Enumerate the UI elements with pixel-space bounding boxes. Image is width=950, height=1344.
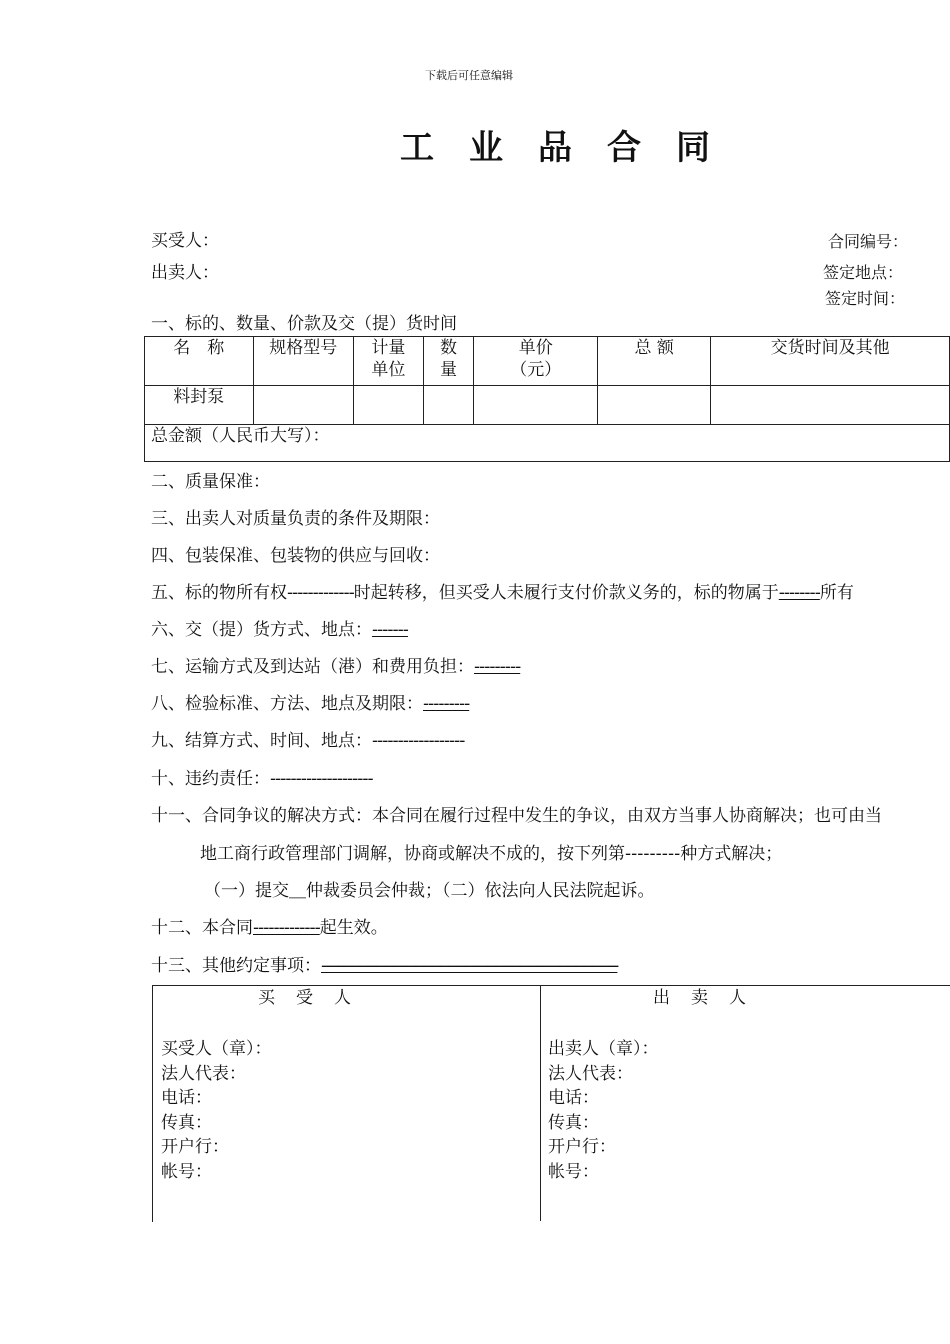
buyer-label: 买受人： [151, 231, 219, 251]
cell-name: 料封泵 [145, 386, 254, 425]
buyer-column-title: 买 受 人 [258, 988, 353, 1008]
seller-signature-fields [548, 1037, 659, 1185]
buyer-phone-label: 电话： [161, 1088, 212, 1109]
clause-7: 七、运输方式及到达站（港）和费用负担：--------- [151, 657, 521, 677]
seller-label: 出卖人： [151, 263, 219, 283]
total-amount-label: 总金额（人民币大写）： [145, 425, 950, 462]
buyer-bank-label: 开户行： [161, 1137, 229, 1158]
signature-divider [540, 985, 541, 1221]
sign-place-label: 签定地点： [823, 263, 904, 282]
cell-qty [423, 386, 474, 425]
document-title: 工业品合同 [400, 128, 745, 168]
clause-10: 十、违约责任：-------------------- [151, 769, 373, 789]
buyer-seal-label: 买受人（章）： [161, 1039, 272, 1059]
header-note: 下载后可任意编辑 [425, 69, 513, 82]
header-unit: 计量 单位 [354, 337, 424, 386]
cell-delivery [711, 386, 950, 425]
clause-5: 五、标的物所有权-------------时起转移，但买受人未履行支付价款义务的，标的物属于--------所有 [151, 583, 854, 603]
header-delivery: 交货时间及其他 [711, 337, 950, 386]
seller-phone-label: 电话： [548, 1088, 599, 1109]
table-row [145, 386, 950, 425]
cell-unit [354, 386, 424, 425]
cell-total [597, 386, 710, 425]
clause-11-line1: 十一、合同争议的解决方式：本合同在履行过程中发生的争议，由双方当事人协商解决；也可由当 [151, 806, 882, 826]
contract-no-label: 合同编号： [828, 232, 909, 251]
header-total: 总 额 [597, 337, 710, 386]
header-price: 单价 （元） [474, 337, 598, 386]
clause-4: 四、包装保准、包装物的供应与回收： [151, 546, 440, 566]
goods-table [144, 336, 950, 462]
seller-fax-label: 传真： [548, 1112, 599, 1133]
seller-legal-rep-label: 法人代表： [548, 1063, 633, 1084]
buyer-legal-rep-label: 法人代表： [161, 1063, 246, 1084]
seller-account-label: 帐号： [548, 1161, 599, 1182]
section1-heading: 一、标的、数量、价款及交（提）货时间 [151, 314, 457, 334]
cell-spec [253, 386, 353, 425]
seller-seal-label: 出卖人（章）： [548, 1039, 659, 1059]
clause-9: 九、结算方式、时间、地点：------------------ [151, 731, 465, 751]
buyer-account-label: 帐号： [161, 1161, 212, 1182]
seller-bank-label: 开户行： [548, 1137, 616, 1158]
buyer-signature-fields [161, 1037, 272, 1185]
seller-column-title: 出 卖 人 [653, 988, 748, 1008]
header-name: 名 称 [145, 337, 254, 386]
clause-11-line2: 地工商行政管理部门调解，协商或解决不成的，按下列第---------种方式解决； [200, 844, 783, 864]
cell-price [474, 386, 598, 425]
clause-2: 二、质量保准： [151, 472, 270, 492]
buyer-fax-label: 传真： [161, 1112, 212, 1133]
clause-6: 六、交（提）货方式、地点：------- [151, 620, 408, 640]
header-spec: 规格型号 [253, 337, 353, 386]
clause-3: 三、出卖人对质量负责的条件及期限： [151, 509, 440, 529]
header-qty: 数 量 [423, 337, 474, 386]
clause-8: 八、检验标准、方法、地点及期限：--------- [151, 694, 470, 714]
clause-12: 十二、本合同-------------起生效。 [151, 918, 388, 938]
clause-13: 十三、其他约定事项：---------------------------------------------------------------------- [151, 956, 618, 976]
sign-time-label: 签定时间： [825, 289, 906, 308]
clause-11-line3: （一）提交＿仲裁委员会仲裁；（二）依法向人民法院起诉。 [204, 881, 655, 901]
